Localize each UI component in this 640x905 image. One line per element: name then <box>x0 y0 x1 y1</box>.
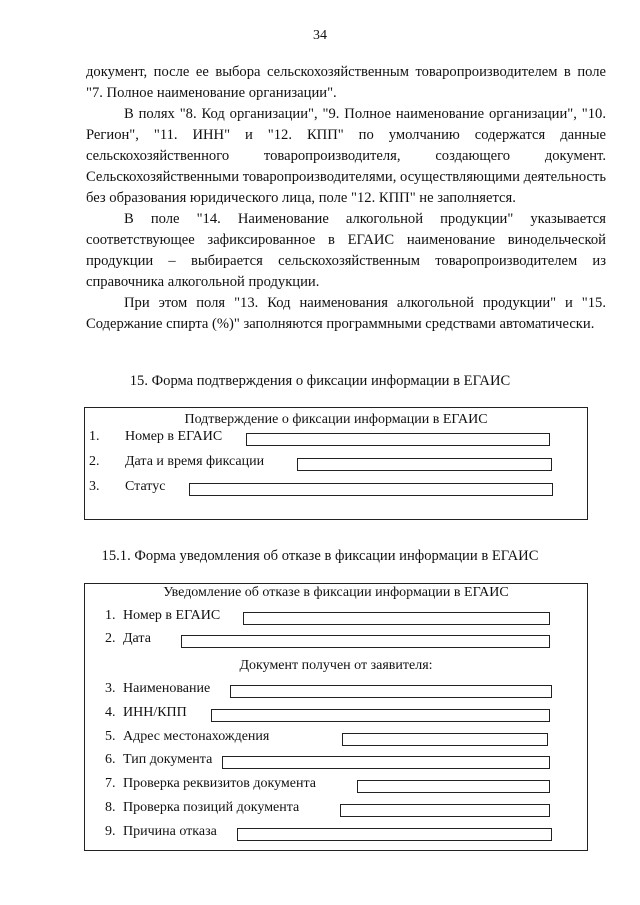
form151-field-3-num: 3. <box>105 681 116 696</box>
refusal-reason-input[interactable] <box>237 828 552 841</box>
form151-field-2-label: Дата <box>123 631 151 646</box>
address-input[interactable] <box>342 733 548 746</box>
form151-field-7-label: Проверка реквизитов документа <box>123 776 316 791</box>
form151-field-6-num: 6. <box>105 752 116 767</box>
form151-field-8-label: Проверка позиций документа <box>123 800 300 815</box>
form151-field-7-num: 7. <box>105 776 116 791</box>
form15-field-1-label: Номер в ЕГАИС <box>125 429 223 444</box>
paragraph-2: В полях "8. Код организации", "9. Полное наименование организации", "10. Регион", "11. ИНН" и "12. КПП" по умолчанию содержатся данные сельскохозяйственного товаропроизводителя, создающего документ. Сельскохозяйственными товаропроизводителями, осуществляющими деятельность без образования юридического лица, поле "12. КПП" не заполняется. <box>86 106 606 206</box>
form151-field-2-num: 2. <box>105 631 116 646</box>
fixation-datetime-input[interactable] <box>297 458 552 471</box>
page-number: 34 <box>313 28 327 43</box>
document-type-input[interactable] <box>222 756 550 769</box>
form151-subheading: Документ получен от заявителя: <box>239 658 433 673</box>
form151-field-1-num: 1. <box>105 608 116 623</box>
applicant-name-input[interactable] <box>230 685 552 698</box>
form15-field-2-num: 2. <box>89 454 100 469</box>
form151-field-5-num: 5. <box>105 729 116 744</box>
form15-field-2-label: Дата и время фиксации <box>125 454 265 469</box>
form151-field-9-label: Причина отказа <box>123 824 217 839</box>
paragraph-1: документ, после ее выбора сельскохозяйственным товаропроизводителем в поле "7. Полное наименование организации". <box>86 64 606 101</box>
form151-box-title: Уведомление об отказе в фиксации информации в ЕГАИС <box>163 585 509 600</box>
body-text <box>86 62 606 335</box>
egais-number-input[interactable] <box>246 433 550 446</box>
status-input[interactable] <box>189 483 553 496</box>
inn-kpp-input[interactable] <box>211 709 550 722</box>
form15-section-title: 15. Форма подтверждения о фиксации информации в ЕГАИС <box>129 373 511 389</box>
paragraph-4: При этом поля "13. Код наименования алкогольной продукции" и "15. Содержание спирта (%)" заполняются программными средствами автоматически. <box>86 295 606 332</box>
form151-box <box>84 583 588 851</box>
form151-field-9-num: 9. <box>105 824 116 839</box>
form151-field-3-label: Наименование <box>123 681 211 696</box>
refusal-date-input[interactable] <box>181 635 550 648</box>
form15-box-title: Подтверждение о фиксации информации в ЕГАИС <box>184 412 488 427</box>
form151-field-6-label: Тип документа <box>123 752 213 767</box>
form15-field-3-label: Статус <box>125 479 166 494</box>
requisites-check-input[interactable] <box>357 780 550 793</box>
form15-field-3-num: 3. <box>89 479 100 494</box>
form15-field-1-num: 1. <box>89 429 100 444</box>
refusal-egais-number-input[interactable] <box>243 612 550 625</box>
form15-box <box>84 407 588 520</box>
form151-field-8-num: 8. <box>105 800 116 815</box>
form151-field-4-label: ИНН/КПП <box>123 705 187 720</box>
form151-field-4-num: 4. <box>105 705 116 720</box>
form151-section-title: 15.1. Форма уведомления об отказе в фиксации информации в ЕГАИС <box>101 548 539 564</box>
form151-field-1-label: Номер в ЕГАИС <box>123 608 221 623</box>
paragraph-3: В поле "14. Наименование алкогольной продукции" указывается соответствующее зафиксированное в ЕГАИС наименование винодельческой продукции – выбирается сельскохозяйственным товаропроизводителем из справочника алкогольной продукции. <box>86 211 606 290</box>
form151-field-5-label: Адрес местонахождения <box>123 729 270 744</box>
positions-check-input[interactable] <box>340 804 550 817</box>
